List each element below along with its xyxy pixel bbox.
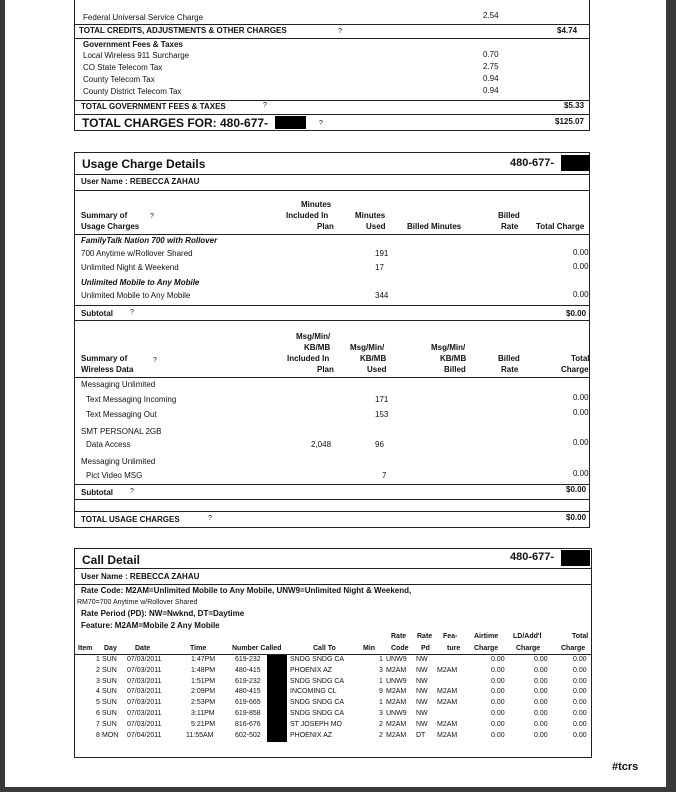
- call-to: SNDG SNDG CA: [290, 710, 345, 717]
- call-phone: 480-677-: [510, 551, 555, 563]
- call-total: 0.00: [573, 720, 587, 728]
- call-rate-code: M2AM: [386, 720, 407, 728]
- data-group-label: Messaging Unlimited: [81, 380, 156, 389]
- call-number: 602-502: [235, 731, 261, 739]
- included-in-plan: 2,048: [311, 440, 332, 449]
- redacted-phone: [561, 550, 590, 566]
- call-rate-period: NW: [416, 688, 428, 696]
- total-credits-label: TOTAL CREDITS, ADJUSTMENTS & OTHER CHARGES: [79, 26, 287, 35]
- call-minutes: 2: [379, 720, 383, 728]
- call-number: 619-232: [235, 656, 261, 663]
- call-rate-period: NW: [416, 699, 428, 707]
- call-airtime: 0.00: [491, 677, 505, 685]
- call-user-name: User Name : REBECCA ZAHAU: [81, 572, 200, 581]
- call-ld-charge: 0.00: [534, 710, 548, 717]
- call-number: 619-858: [235, 710, 261, 717]
- call-time: 1:47PM: [191, 656, 216, 663]
- call-rate-code: M2AM: [386, 731, 407, 739]
- gov-fee-amount: 0.94: [483, 74, 499, 83]
- redacted-number: [267, 720, 287, 731]
- data-hdr-inc2: KB/MB: [304, 343, 331, 352]
- gov-fee-label: County District Telecom Tax: [83, 87, 182, 96]
- call-time: 2:53PM: [191, 699, 216, 707]
- call-rate-period: NW: [416, 677, 428, 685]
- call-rate-period: NW: [416, 720, 428, 728]
- hdr-summary: Summary of: [81, 211, 128, 220]
- call-hdr-ld1: LD/Add'l: [513, 633, 542, 640]
- call-hdr-air1: Airtime: [474, 633, 499, 640]
- call-airtime: 0.00: [491, 731, 505, 739]
- data-used: 171: [375, 395, 389, 404]
- call-item: 3: [96, 677, 100, 685]
- call-hdr-callto: Call To: [313, 645, 336, 652]
- hdr-rate1: Billed: [498, 211, 520, 220]
- data-hdr-total2: Charge: [561, 365, 589, 374]
- hdr-used2: Used: [366, 222, 386, 231]
- data-hdr-used1: Msg/Min/: [350, 343, 385, 352]
- call-airtime: 0.00: [491, 710, 505, 717]
- data-hdr-rate2: Rate: [501, 365, 519, 374]
- total-charge: 0.00: [573, 290, 589, 299]
- data-group-label: SMT PERSONAL 2GB: [81, 427, 162, 436]
- federal-usc-amount: 2.54: [483, 11, 499, 20]
- data-hdr-used2: KB/MB: [360, 354, 387, 363]
- bill-page: [5, 0, 666, 787]
- total-usage-amount: $0.00: [566, 513, 587, 522]
- hdr-included1: Minutes: [301, 200, 332, 209]
- call-ld-charge: 0.00: [534, 666, 548, 674]
- call-rate-code: UNW9: [386, 656, 407, 663]
- call-ld-charge: 0.00: [534, 688, 548, 696]
- call-total: 0.00: [573, 688, 587, 696]
- call-ld-charge: 0.00: [534, 731, 548, 739]
- hdr-included2: Included In: [286, 211, 329, 220]
- call-item: 1: [96, 656, 100, 663]
- total-credits-mark: ?: [338, 28, 342, 35]
- hdr-used1: Minutes: [355, 211, 386, 220]
- call-rate-period: NW: [416, 656, 428, 663]
- usage-user-name: User Name : REBECCA ZAHAU: [81, 177, 200, 186]
- call-item: 6: [96, 710, 100, 717]
- call-airtime: 0.00: [491, 656, 505, 663]
- total-credits-amount: $4.74: [557, 26, 578, 35]
- total-charges-mark: ?: [319, 120, 323, 127]
- call-date: 07/04/2011: [127, 731, 162, 739]
- data-hdr-inc4: Plan: [317, 365, 334, 374]
- data-group-label: Messaging Unlimited: [81, 457, 156, 466]
- call-to: ST JOSEPH MO: [290, 720, 342, 728]
- data-item-label: Text Messaging Incoming: [86, 395, 177, 404]
- feature-legend: Feature: M2AM=Mobile 2 Any Mobile: [81, 621, 220, 630]
- plan-name: FamilyTalk Nation 700 with Rollover: [81, 236, 218, 245]
- call-rate-period: DT: [416, 731, 426, 739]
- call-date: 07/03/2011: [127, 720, 162, 728]
- minutes-used: 17: [375, 263, 384, 272]
- call-minutes: 1: [379, 656, 383, 663]
- call-day: SUN: [102, 656, 117, 663]
- call-airtime: 0.00: [491, 699, 505, 707]
- call-time: 11:55AM: [186, 731, 214, 739]
- call-hdr-tot1: Total: [572, 633, 589, 640]
- call-minutes: 3: [379, 666, 383, 674]
- call-total: 0.00: [573, 666, 587, 674]
- total-gov-label: TOTAL GOVERNMENT FEES & TAXES: [81, 102, 226, 111]
- call-time: 1:51PM: [191, 677, 216, 685]
- call-number: 816-676: [235, 720, 261, 728]
- call-hdr-rate2: Code: [391, 645, 409, 652]
- data-hdr-inc3: Included In: [287, 354, 330, 363]
- gov-fee-label: Local Wireless 911 Surcharge: [83, 51, 190, 60]
- gov-fee-amount: 2.75: [483, 62, 499, 71]
- watermark: #tcrs: [612, 761, 639, 773]
- data-used: 7: [382, 471, 387, 480]
- redacted-number: [267, 655, 287, 666]
- call-hdr-rpd1: Rate: [417, 633, 433, 640]
- redacted-number: [267, 677, 287, 688]
- subtotal1-label: Subtotal: [81, 309, 113, 318]
- total-charge: 0.00: [573, 262, 589, 271]
- redacted-phone: [275, 116, 306, 129]
- call-day: SUN: [102, 677, 117, 685]
- data-item-label: Text Messaging Out: [86, 410, 157, 419]
- call-day: SUN: [102, 720, 117, 728]
- minutes-used: 191: [375, 249, 389, 258]
- data-hdr-summary2: Wireless Data: [81, 365, 134, 374]
- call-day: MON: [102, 731, 119, 739]
- hdr-billed-minutes: Billed Minutes: [407, 222, 462, 231]
- call-total: 0.00: [573, 677, 587, 685]
- call-ld-charge: 0.00: [534, 699, 548, 707]
- data-hdr-used3: Used: [367, 365, 387, 374]
- gov-fee-label: County Telecom Tax: [83, 75, 155, 84]
- redacted-phone: [561, 155, 590, 171]
- hdr-total-charge: Total Charge: [536, 222, 585, 231]
- call-time: 3:11PM: [191, 710, 215, 717]
- call-time: 5:21PM: [191, 720, 216, 728]
- call-minutes: 1: [379, 677, 383, 685]
- call-total: 0.00: [573, 699, 587, 707]
- total-usage-mark: ?: [208, 515, 212, 522]
- call-hdr-feat1: Fea-: [443, 633, 458, 640]
- redacted-number: [267, 709, 287, 720]
- call-number: 619-665: [235, 699, 261, 707]
- subtotal1-amount: $0.00: [566, 309, 587, 318]
- call-feature: M2AM: [437, 720, 458, 728]
- data-total-charge: 0.00: [573, 408, 589, 417]
- call-rate-code: UNW9: [386, 677, 407, 685]
- call-number: 619-232: [235, 677, 261, 685]
- data-hdr-summary: Summary of: [81, 354, 128, 363]
- call-day: SUN: [102, 688, 117, 696]
- call-to: SNDG SNDG CA: [290, 656, 345, 663]
- subtotal2-label: Subtotal: [81, 488, 113, 497]
- data-hdr-inc1: Msg/Min/: [296, 332, 331, 341]
- call-hdr-feat2: ture: [447, 645, 461, 652]
- hdr-rate2: Rate: [501, 222, 519, 231]
- call-rate-code: M2AM: [386, 666, 407, 674]
- call-to: PHOENIX AZ: [290, 731, 333, 739]
- call-hdr-time: Time: [190, 645, 207, 652]
- data-total-charge: 0.00: [573, 438, 589, 447]
- call-hdr-number: Number Called: [232, 645, 282, 652]
- call-total: 0.00: [573, 731, 587, 739]
- call-to: PHOENIX AZ: [290, 666, 333, 674]
- call-rate-code: M2AM: [386, 688, 407, 696]
- minutes-used: 344: [375, 291, 389, 300]
- call-feature: M2AM: [437, 666, 458, 674]
- call-total: 0.00: [573, 710, 587, 717]
- rate-code-2: RM70=700 Anytime w/Rollover Shared: [77, 599, 198, 606]
- data-item-label: Pict Video MSG: [86, 471, 143, 480]
- total-charge: 0.00: [573, 248, 589, 257]
- subtotal1-mark: ?: [130, 309, 134, 316]
- call-day: SUN: [102, 710, 117, 717]
- data-item-label: Data Access: [86, 440, 131, 449]
- redacted-number: [267, 698, 287, 709]
- call-day: SUN: [102, 699, 117, 707]
- call-hdr-day: Day: [104, 645, 117, 652]
- usage-details-box: [74, 152, 590, 528]
- call-date: 07/03/2011: [127, 710, 162, 717]
- call-hdr-date: Date: [135, 645, 151, 652]
- call-hdr-tot2: Charge: [561, 645, 586, 652]
- call-airtime: 0.00: [491, 720, 505, 728]
- call-date: 07/03/2011: [127, 656, 162, 663]
- call-date: 07/03/2011: [127, 677, 162, 685]
- data-hdr-rate1: Billed: [498, 354, 520, 363]
- redacted-number: [267, 687, 287, 698]
- call-date: 07/03/2011: [127, 666, 162, 674]
- call-minutes: 3: [379, 710, 383, 717]
- data-hdr-billed2: KB/MB: [440, 354, 467, 363]
- call-item: 8: [96, 731, 100, 739]
- hdr-summary2: Usage Charges: [81, 222, 140, 231]
- call-airtime: 0.00: [491, 666, 505, 674]
- gov-fees-heading: Government Fees & Taxes: [83, 40, 183, 49]
- call-minutes: 9: [379, 688, 383, 696]
- call-total: 0.00: [573, 656, 587, 663]
- hdr-mark: ?: [150, 213, 154, 220]
- call-item: 4: [96, 688, 100, 696]
- call-rate-period: NW: [416, 666, 428, 674]
- usage-item-label: Unlimited Night & Weekend: [81, 263, 179, 272]
- data-hdr-billed1: Msg/Min/: [431, 343, 466, 352]
- call-item: 5: [96, 699, 100, 707]
- data-used: 153: [375, 410, 389, 419]
- usage-title: Usage Charge Details: [82, 157, 206, 171]
- call-hdr-min: Min: [363, 645, 376, 652]
- rate-period: Rate Period (PD): NW=Nwknd, DT=Daytime: [81, 609, 245, 618]
- call-time: 1:48PM: [191, 666, 216, 674]
- data-hdr-mark: ?: [153, 357, 157, 364]
- call-hdr-rpd2: Pd: [421, 645, 430, 652]
- data-total-charge: 0.00: [573, 469, 589, 478]
- subtotal2-amount: $0.00: [566, 485, 587, 494]
- rate-code: Rate Code: M2AM=Unlimited Mobile to Any Mobile, UNW9=Unlimited Night & Weekend,: [81, 586, 412, 595]
- hdr-included3: Plan: [317, 222, 334, 231]
- call-minutes: 2: [379, 731, 383, 739]
- call-item: 7: [96, 720, 100, 728]
- call-hdr-air2: Charge: [474, 645, 499, 652]
- total-charges-amount: $125.07: [555, 117, 584, 126]
- usage-item-label: Unlimited Mobile to Any Mobile: [81, 291, 191, 300]
- gov-fee-amount: 0.70: [483, 50, 499, 59]
- data-total-charge: 0.00: [573, 393, 589, 402]
- call-hdr-ld2: Charge: [516, 645, 541, 652]
- usage-item-label: 700 Anytime w/Rollover Shared: [81, 249, 193, 258]
- total-gov-amount: $5.33: [564, 101, 585, 110]
- gov-fee-label: CO State Telecom Tax: [83, 63, 163, 72]
- call-date: 07/03/2011: [127, 699, 162, 707]
- redacted-number: [267, 731, 287, 742]
- total-charges-label: TOTAL CHARGES FOR: 480-677-: [82, 116, 269, 130]
- data-hdr-total1: Total: [571, 354, 590, 363]
- call-number: 480-415: [235, 688, 261, 696]
- call-rate-code: M2AM: [386, 699, 407, 707]
- call-airtime: 0.00: [491, 688, 505, 696]
- call-feature: M2AM: [437, 699, 458, 707]
- call-hdr-rate1: Rate: [391, 633, 407, 640]
- usage-phone: 480-677-: [510, 157, 555, 169]
- call-to: SNDG SNDG CA: [290, 677, 345, 685]
- call-ld-charge: 0.00: [534, 656, 548, 663]
- call-rate-code: UNW9: [386, 710, 407, 717]
- call-rate-period: NW: [416, 710, 428, 717]
- gov-fee-amount: 0.94: [483, 86, 499, 95]
- call-item: 2: [96, 666, 100, 674]
- call-date: 07/03/2011: [127, 688, 162, 696]
- total-gov-mark: ?: [263, 102, 267, 109]
- call-hdr-item: Item: [78, 645, 93, 652]
- call-ld-charge: 0.00: [534, 677, 548, 685]
- call-number: 480-415: [235, 666, 261, 674]
- data-hdr-billed3: Billed: [444, 365, 466, 374]
- call-ld-charge: 0.00: [534, 720, 548, 728]
- federal-usc-label: Federal Universal Service Charge: [83, 13, 204, 22]
- call-feature: M2AM: [437, 731, 458, 739]
- call-to: SNDG SNDG CA: [290, 699, 345, 707]
- data-used: 96: [375, 440, 384, 449]
- call-to: INCOMING CL: [290, 688, 337, 696]
- subtotal2-mark: ?: [130, 488, 134, 495]
- call-title: Call Detail: [82, 553, 141, 567]
- plan-name: Unlimited Mobile to Any Mobile: [81, 278, 200, 287]
- call-minutes: 1: [379, 699, 383, 707]
- redacted-number: [267, 666, 287, 677]
- call-day: SUN: [102, 666, 117, 674]
- call-feature: M2AM: [437, 688, 458, 696]
- call-time: 2:09PM: [191, 688, 216, 696]
- total-usage-label: TOTAL USAGE CHARGES: [81, 515, 180, 524]
